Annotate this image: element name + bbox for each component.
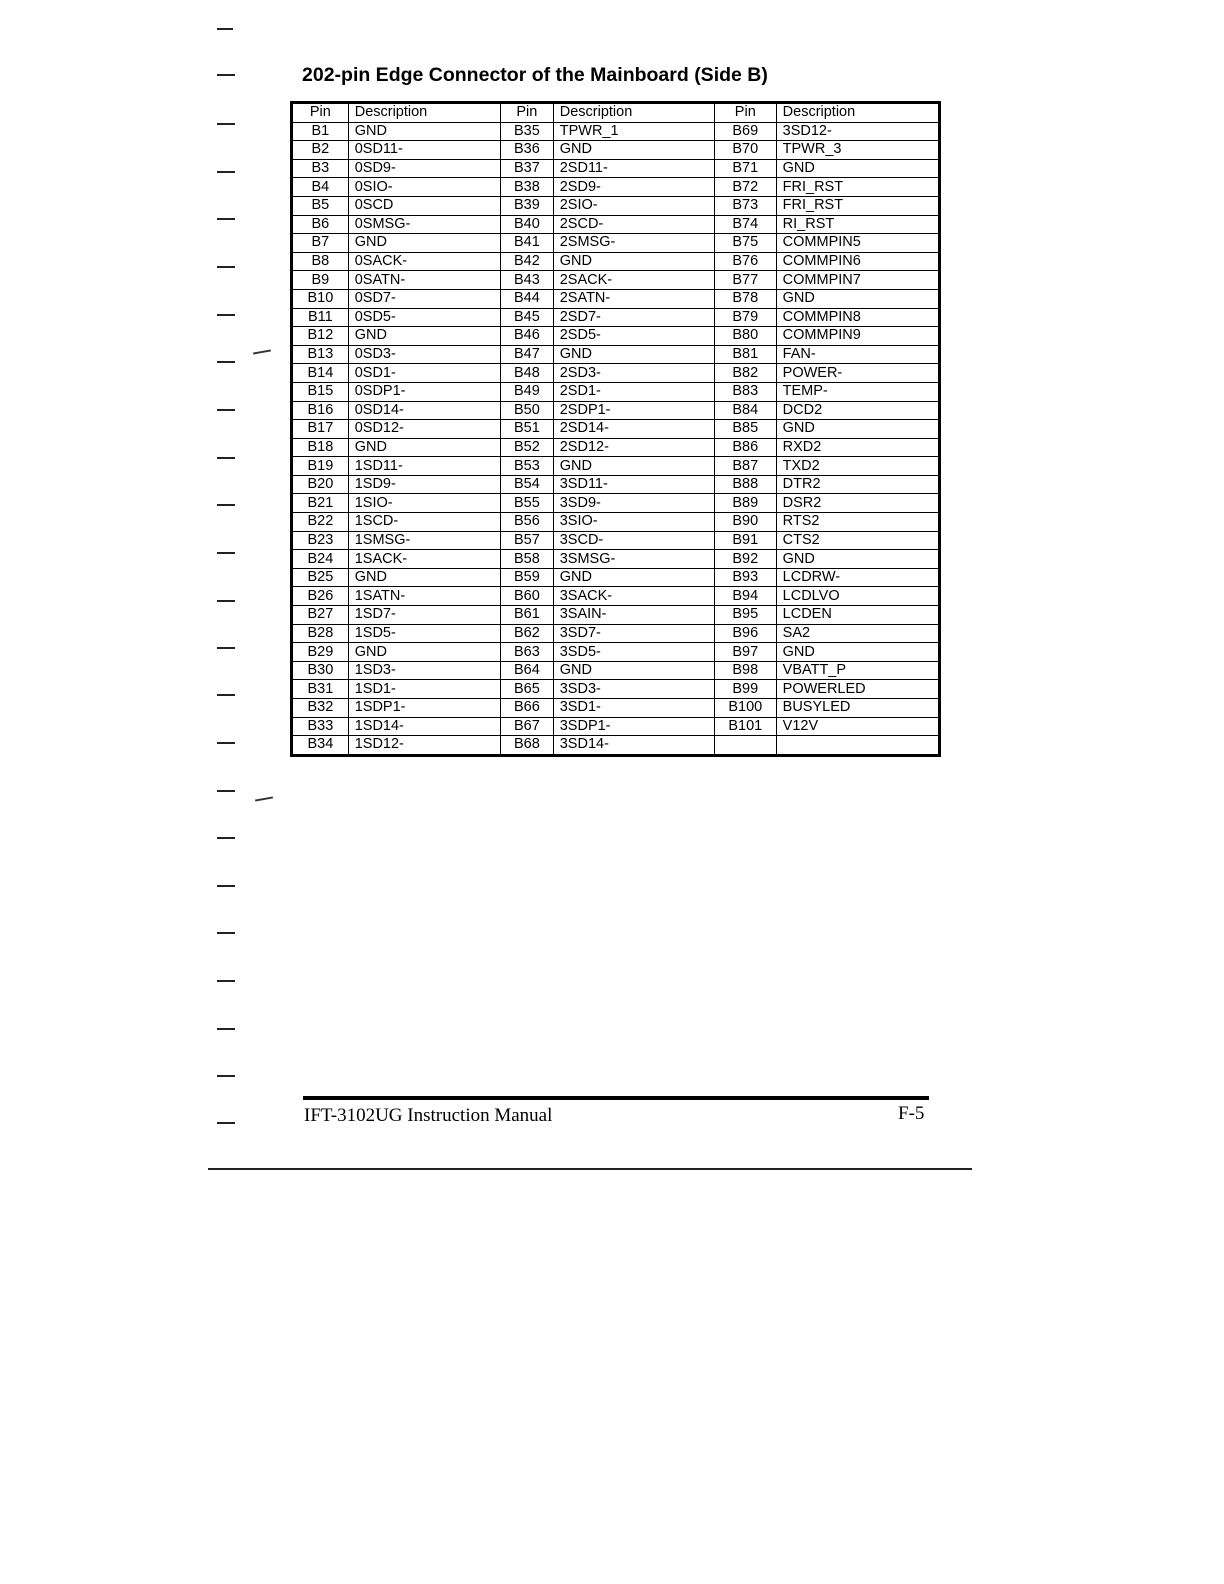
description-cell: 3SDP1- [553,717,714,736]
pin-cell: B21 [292,494,349,513]
pin-cell: B6 [292,215,349,234]
pin-cell: B8 [292,252,349,271]
pin-cell: B29 [292,643,349,662]
description-cell: GND [776,550,939,569]
description-cell: 1SATN- [348,587,500,606]
pin-cell: B20 [292,475,349,494]
margin-mark [217,171,235,173]
pin-cell: B27 [292,606,349,625]
description-cell: LCDRW- [776,568,939,587]
description-cell: POWER- [776,364,939,383]
table-row [292,289,940,308]
margin-mark [217,409,235,411]
pin-cell: B61 [500,606,553,625]
description-cell: 1SD5- [348,624,500,643]
pin-cell: B74 [714,215,776,234]
margin-mark [217,885,235,887]
description-cell: 0SD11- [348,141,500,160]
description-cell: LCDLVO [776,587,939,606]
pin-cell: B58 [500,550,553,569]
description-cell: TEMP- [776,382,939,401]
description-cell: 0SMSG- [348,215,500,234]
pin-cell: B40 [500,215,553,234]
pin-cell: B88 [714,475,776,494]
pin-cell: B68 [500,736,553,756]
pin-cell: B43 [500,271,553,290]
description-cell: BUSYLED [776,699,939,718]
table-body [292,122,940,755]
margin-mark [217,314,235,316]
pin-cell: B46 [500,327,553,346]
pin-cell: B55 [500,494,553,513]
description-cell: 2SMSG- [553,234,714,253]
pin-cell: B49 [500,382,553,401]
scan-mark [255,796,273,801]
pin-cell: B84 [714,401,776,420]
margin-mark [217,980,235,982]
pin-cell: B4 [292,178,349,197]
pin-cell: B41 [500,234,553,253]
description-cell: 3SD12- [776,122,939,141]
pin-cell: B11 [292,308,349,327]
description-cell: GND [553,141,714,160]
description-cell: COMMPIN5 [776,234,939,253]
table-row [292,513,940,532]
pin-cell: B53 [500,457,553,476]
description-cell: 3SACK- [553,587,714,606]
description-cell: 3SD3- [553,680,714,699]
table-row [292,661,940,680]
description-cell: COMMPIN9 [776,327,939,346]
table-row [292,457,940,476]
description-cell: RTS2 [776,513,939,532]
table-row [292,234,940,253]
description-cell: 2SD3- [553,364,714,383]
description-cell: GND [553,568,714,587]
description-cell: 1SDP1- [348,699,500,718]
description-cell: COMMPIN7 [776,271,939,290]
pin-cell: B62 [500,624,553,643]
pin-cell: B33 [292,717,349,736]
margin-mark [217,790,235,792]
description-cell: 3SIO- [553,513,714,532]
pin-cell: B93 [714,568,776,587]
pin-table [290,101,941,757]
description-cell: 1SD3- [348,661,500,680]
description-cell: 0SD14- [348,401,500,420]
table-row [292,606,940,625]
description-cell: 3SMSG- [553,550,714,569]
pin-cell: B31 [292,680,349,699]
margin-mark [217,123,235,125]
pin-cell: B101 [714,717,776,736]
table-row [292,494,940,513]
table-row [292,159,940,178]
table-row [292,178,940,197]
pin-cell: B63 [500,643,553,662]
table-row [292,401,940,420]
description-cell: 0SD12- [348,420,500,439]
table-row [292,122,940,141]
description-cell: 1SD12- [348,736,500,756]
description-cell: GND [776,420,939,439]
pin-cell: B73 [714,196,776,215]
pin-cell: B28 [292,624,349,643]
pin-cell: B86 [714,438,776,457]
description-cell: 0SDP1- [348,382,500,401]
description-cell: GND [348,234,500,253]
description-cell: 1SIO- [348,494,500,513]
description-cell: GND [348,568,500,587]
pin-cell: B71 [714,159,776,178]
pin-cell: B56 [500,513,553,532]
description-cell: GND [553,661,714,680]
table-row [292,531,940,550]
description-cell: 1SD9- [348,475,500,494]
margin-mark [217,266,235,268]
page-number: F-5 [898,1103,925,1124]
description-cell: FAN- [776,345,939,364]
description-cell: 0SD3- [348,345,500,364]
pin-cell: B70 [714,141,776,160]
description-cell: GND [348,438,500,457]
column-header-description: Description [553,103,714,123]
table-row [292,308,940,327]
margin-mark [217,837,235,839]
description-cell: 2SD12- [553,438,714,457]
pin-cell: B85 [714,420,776,439]
pin-cell: B72 [714,178,776,197]
pin-cell: B51 [500,420,553,439]
description-cell: 3SAIN- [553,606,714,625]
pin-cell: B90 [714,513,776,532]
description-cell: GND [553,252,714,271]
margin-mark [217,647,235,649]
pin-cell: B36 [500,141,553,160]
pin-cell: B59 [500,568,553,587]
footer-rule [303,1096,929,1100]
table-row [292,215,940,234]
pin-cell: B44 [500,289,553,308]
pin-cell: B54 [500,475,553,494]
description-cell: 0SD1- [348,364,500,383]
description-cell [776,736,939,756]
description-cell: 0SACK- [348,252,500,271]
pin-cell: B60 [500,587,553,606]
pin-cell: B7 [292,234,349,253]
pin-cell: B10 [292,289,349,308]
pin-cell: B87 [714,457,776,476]
pin-cell: B67 [500,717,553,736]
manual-name: IFT-3102UG Instruction Manual [304,1105,553,1126]
table-row [292,643,940,662]
table-row [292,568,940,587]
table-row [292,252,940,271]
pin-cell: B32 [292,699,349,718]
pin-cell: B52 [500,438,553,457]
description-cell: POWERLED [776,680,939,699]
pin-cell: B38 [500,178,553,197]
pin-cell: B34 [292,736,349,756]
pin-cell: B78 [714,289,776,308]
pin-cell: B35 [500,122,553,141]
description-cell: GND [776,289,939,308]
pin-cell: B100 [714,699,776,718]
pin-cell: B57 [500,531,553,550]
margin-mark [217,504,235,506]
pin-cell: B77 [714,271,776,290]
table-row [292,271,940,290]
description-cell: 2SIO- [553,196,714,215]
pin-cell [714,736,776,756]
margin-mark [217,552,235,554]
table-row [292,382,940,401]
description-cell: GND [776,643,939,662]
pin-cell: B99 [714,680,776,699]
description-cell: GND [348,122,500,141]
pin-cell: B25 [292,568,349,587]
margin-mark [217,457,235,459]
description-cell: 1SD1- [348,680,500,699]
pin-cell: B23 [292,531,349,550]
column-header-pin: Pin [292,103,349,123]
description-cell: 1SD7- [348,606,500,625]
description-cell: 3SCD- [553,531,714,550]
pin-cell: B94 [714,587,776,606]
pin-cell: B79 [714,308,776,327]
pin-cell: B37 [500,159,553,178]
pin-cell: B48 [500,364,553,383]
description-cell: FRI_RST [776,178,939,197]
pin-cell: B80 [714,327,776,346]
description-cell: DSR2 [776,494,939,513]
description-cell: DCD2 [776,401,939,420]
column-header-pin: Pin [500,103,553,123]
table-row [292,475,940,494]
table-row [292,196,940,215]
pin-cell: B1 [292,122,349,141]
description-cell: DTR2 [776,475,939,494]
pin-cell: B75 [714,234,776,253]
description-cell: 2SD5- [553,327,714,346]
pin-cell: B66 [500,699,553,718]
pin-cell: B82 [714,364,776,383]
column-header-description: Description [348,103,500,123]
table-row [292,141,940,160]
pin-cell: B19 [292,457,349,476]
pin-cell: B45 [500,308,553,327]
margin-mark [217,1075,235,1077]
table-row [292,680,940,699]
description-cell: V12V [776,717,939,736]
margin-mark [217,28,233,30]
pin-cell: B92 [714,550,776,569]
pin-cell: B2 [292,141,349,160]
table-row [292,699,940,718]
pin-cell: B96 [714,624,776,643]
description-cell: 0SD9- [348,159,500,178]
pin-cell: B76 [714,252,776,271]
description-cell: FRI_RST [776,196,939,215]
pin-cell: B83 [714,382,776,401]
description-cell: 3SD9- [553,494,714,513]
description-cell: 0SD7- [348,289,500,308]
margin-mark [217,932,235,934]
pin-cell: B39 [500,196,553,215]
description-cell: 2SDP1- [553,401,714,420]
description-cell: 2SD14- [553,420,714,439]
table-row [292,587,940,606]
table-header-row [292,103,940,123]
description-cell: TPWR_3 [776,141,939,160]
pin-cell: B9 [292,271,349,290]
margin-mark [217,742,235,744]
pin-cell: B98 [714,661,776,680]
description-cell: 2SD9- [553,178,714,197]
description-cell: 1SD11- [348,457,500,476]
pin-cell: B22 [292,513,349,532]
description-cell: GND [553,345,714,364]
description-cell: 2SD7- [553,308,714,327]
description-cell: 0SCD [348,196,500,215]
description-cell: LCDEN [776,606,939,625]
table-row [292,420,940,439]
description-cell: 3SD1- [553,699,714,718]
pin-cell: B3 [292,159,349,178]
pin-cell: B14 [292,364,349,383]
pin-cell: B13 [292,345,349,364]
description-cell: GND [348,643,500,662]
pin-cell: B26 [292,587,349,606]
margin-mark [217,694,235,696]
description-cell: VBATT_P [776,661,939,680]
pin-cell: B18 [292,438,349,457]
bottom-rule [208,1168,972,1170]
pin-cell: B16 [292,401,349,420]
description-cell: 3SD5- [553,643,714,662]
pin-cell: B15 [292,382,349,401]
pin-cell: B30 [292,661,349,680]
table-row [292,624,940,643]
column-header-description: Description [776,103,939,123]
table-row [292,550,940,569]
pin-cell: B64 [500,661,553,680]
description-cell: 2SD1- [553,382,714,401]
table-row [292,345,940,364]
margin-mark [217,361,235,363]
description-cell: TXD2 [776,457,939,476]
description-cell: 3SD11- [553,475,714,494]
pin-cell: B12 [292,327,349,346]
description-cell: COMMPIN8 [776,308,939,327]
section-title: 202-pin Edge Connector of the Mainboard (Side B) [302,64,768,86]
description-cell: 3SD14- [553,736,714,756]
pin-cell: B65 [500,680,553,699]
description-cell: 2SCD- [553,215,714,234]
scan-mark [253,349,271,354]
description-cell: GND [776,159,939,178]
pin-cell: B81 [714,345,776,364]
margin-mark [217,1122,235,1124]
pin-cell: B5 [292,196,349,215]
description-cell: 1SMSG- [348,531,500,550]
description-cell: TPWR_1 [553,122,714,141]
description-cell: GND [348,327,500,346]
description-cell: RXD2 [776,438,939,457]
description-cell: 2SATN- [553,289,714,308]
pin-cell: B97 [714,643,776,662]
margin-mark [217,218,235,220]
pin-cell: B91 [714,531,776,550]
table-row [292,327,940,346]
description-cell: 0SIO- [348,178,500,197]
description-cell: 1SACK- [348,550,500,569]
description-cell: 2SACK- [553,271,714,290]
description-cell: 0SD5- [348,308,500,327]
margin-mark [217,74,235,76]
table-row [292,736,940,756]
margin-mark [217,1028,235,1030]
description-cell: 1SD14- [348,717,500,736]
description-cell: SA2 [776,624,939,643]
pin-cell: B47 [500,345,553,364]
pin-cell: B42 [500,252,553,271]
column-header-pin: Pin [714,103,776,123]
description-cell: 3SD7- [553,624,714,643]
description-cell: 2SD11- [553,159,714,178]
description-cell: CTS2 [776,531,939,550]
pin-cell: B89 [714,494,776,513]
description-cell: RI_RST [776,215,939,234]
description-cell: 1SCD- [348,513,500,532]
description-cell: 0SATN- [348,271,500,290]
pin-cell: B50 [500,401,553,420]
pin-cell: B17 [292,420,349,439]
pin-cell: B69 [714,122,776,141]
pin-cell: B95 [714,606,776,625]
pin-cell: B24 [292,550,349,569]
table-row [292,717,940,736]
table-row [292,364,940,383]
table-row [292,438,940,457]
description-cell: GND [553,457,714,476]
margin-mark [217,600,235,602]
description-cell: COMMPIN6 [776,252,939,271]
